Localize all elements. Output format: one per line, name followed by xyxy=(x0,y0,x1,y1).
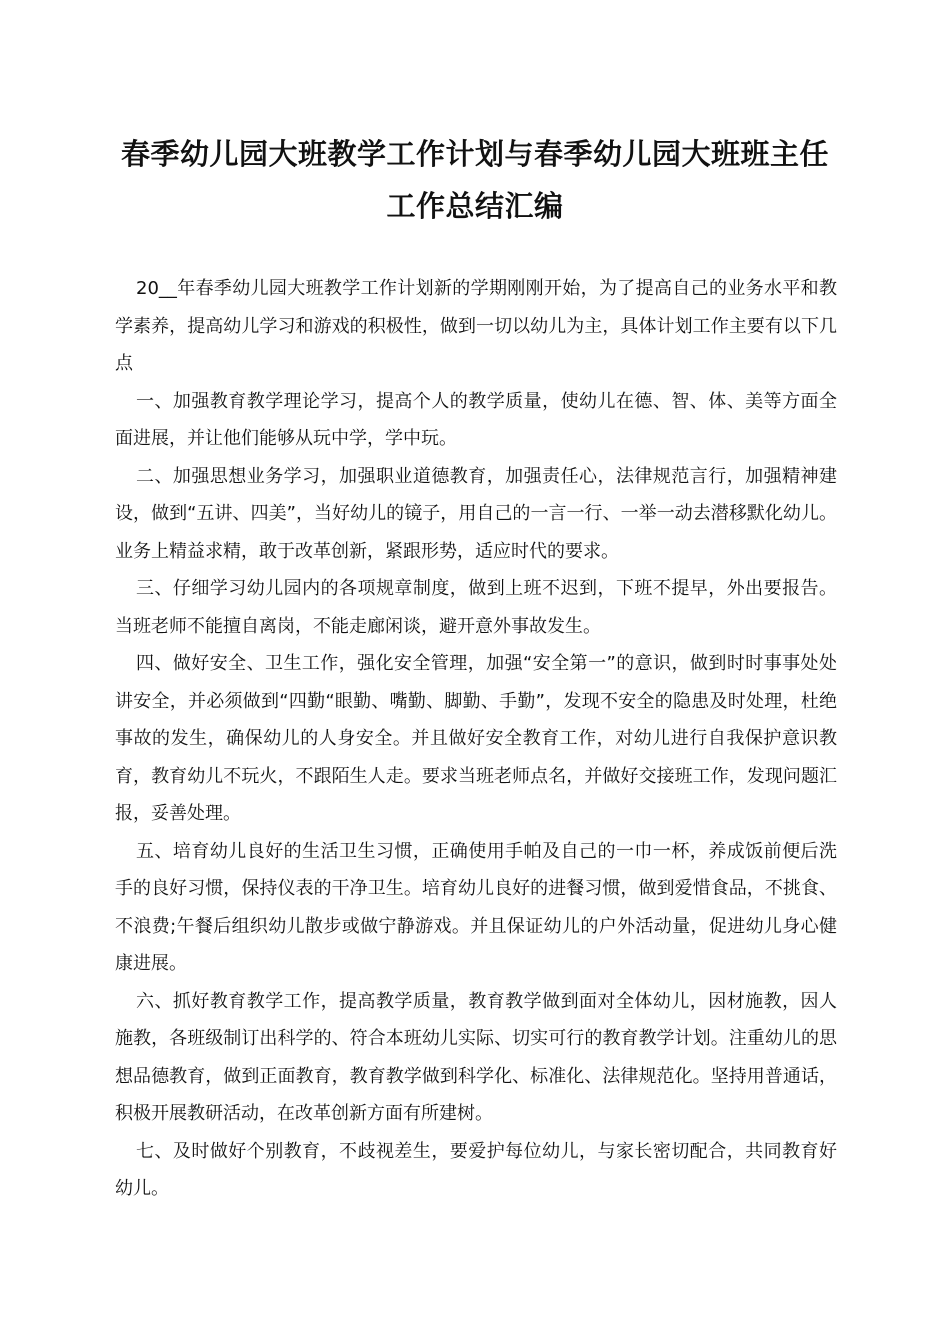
paragraph-item-4: 四、做好安全、卫生工作，强化安全管理，加强“安全第一”的意识，做到时时事事处处讲安全，并必须做到“四勤“眼勤、嘴勤、脚勤、手勤”，发现不安全的隐患及时处理，杜绝事故的发生，确保幼儿的人身安全。并且做好安全教育工作，对幼儿进行自我保护意识教育，教育幼儿不玩火，不跟陌生人走。要求当班老师点名，并做好交接班工作，发现问题汇报，妥善处理。 xyxy=(115,653,837,824)
paragraph-item-3: 三、仔细学习幼儿园内的各项规章制度，做到上班不迟到，下班不提早，外出要报告。当班老师不能擅自离岗，不能走廊闲谈，避开意外事故发生。 xyxy=(115,578,837,637)
paragraph-item-7: 七、及时做好个别教育，不歧视差生，要爱护每位幼儿，与家长密切配合，共同教育好幼儿。 xyxy=(115,1140,837,1199)
paragraph-item-6: 六、抓好教育教学工作，提高教学质量，教育教学做到面对全体幼儿，因材施教，因人施教，各班级制订出科学的、符合本班幼儿实际、切实可行的教育教学计划。注重幼儿的思想品德教育，做到正面教育，教育教学做到科学化、标准化、法律规范化。坚持用普通话，积极开展教研活动，在改革创新方面有所建树。 xyxy=(115,990,837,1124)
paragraph-item-5: 五、培育幼儿良好的生活卫生习惯，正确使用手帕及自己的一巾一杯，养成饭前便后洗手的良好习惯，保持仪表的干净卫生。培育幼儿良好的进餐习惯，做到爱惜食品，不挑食、不浪费;午餐后组织幼儿散步或做宁静游戏。并且保证幼儿的户外活动量，促进幼儿身心健康进展。 xyxy=(115,840,837,974)
paragraph-item-1: 一、加强教育教学理论学习，提高个人的教学质量，使幼儿在德、智、体、美等方面全面进展，并让他们能够从玩中学，学中玩。 xyxy=(115,390,837,449)
document-title: 春季幼儿园大班教学工作计划与春季幼儿园大班班主任工作总结汇编 xyxy=(120,137,829,223)
paragraph-item-2: 二、加强思想业务学习，加强职业道德教育，加强责任心，法律规范言行，加强精神建设，做到“五讲、四美”，当好幼儿的镜子，用自己的一言一行、一举一动去潜移默化幼儿。业务上精益求精，敢于改革创新，紧跟形势，适应时代的要求。 xyxy=(115,465,837,562)
paragraph-intro: 20__年春季幼儿园大班教学工作计划新的学期刚刚开始，为了提高自己的业务水平和教学素养，提高幼儿学习和游戏的积极性，做到一切以幼儿为主，具体计划工作主要有以下几点 xyxy=(115,278,837,374)
document-body xyxy=(115,270,837,1208)
